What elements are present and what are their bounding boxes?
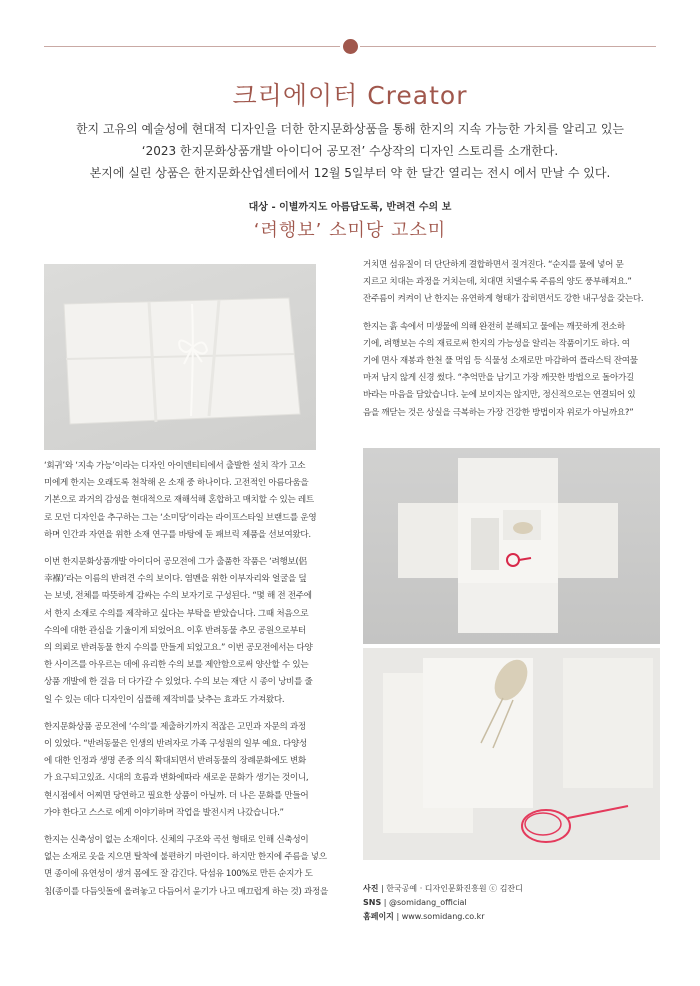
text-line: 한 사이즈를 아우르는 데에 유리한 수의 보를 제안함으로써 양산할 수 있는 (44, 660, 309, 671)
credit-value: | 한국공예 · 디자인문화진흥원 ⓒ 김잔디 (378, 884, 523, 893)
credit-label: 사진 (363, 884, 379, 893)
credit-sns (363, 896, 660, 910)
text-line: 한지는 신축성이 없는 소재이다. 신체의 구조와 곡선 형태로 인해 신축성이 (44, 835, 309, 846)
text-line: 마저 남지 않게 신경 썼다. “추억만을 남기고 가장 깨끗한 방법으로 돌아가길 (363, 373, 634, 384)
paragraph (44, 719, 316, 822)
header-rule-left (44, 46, 340, 47)
photo-unfolded-set (363, 448, 660, 644)
product-title: ‘려행보’ 소미당 고소미 (253, 220, 447, 241)
text-line: 기에, 려행보는 수의 재료로써 한지의 가능성을 알리는 작품이기도 하다. 여 (363, 338, 630, 349)
text-line: 가야 한다고 스스로 에게 이야기하며 작업을 발전시켜 나갔습니다.” (44, 807, 284, 818)
credit-value: | @somidang_official (381, 898, 467, 907)
text-line: 의 의뢰로 반려동물 한지 수의를 만들게 되었고요.” 이번 공모전에서는 다양 (44, 643, 313, 654)
credit-homepage (363, 910, 660, 924)
text-line: 현시점에서 어찌면 당연하고 필요한 상품이 아닐까. 더 나은 문화를 만들어 (44, 790, 309, 801)
text-line: 거치면 섬유질이 더 단단하게 결합하면서 질겨진다. “순지를 물에 넣어 문 (363, 260, 624, 270)
article-right-column (363, 257, 660, 432)
text-line: ‘회귀’와 ‘지속 가능’이라는 디자인 아이덴티티에서 출발한 설치 작가 고소 (44, 461, 306, 471)
credit-label: 홈페이지 (363, 912, 394, 921)
paragraph (44, 458, 316, 544)
intro-text (60, 118, 640, 184)
paragraph (44, 832, 329, 901)
credit-photo (363, 882, 660, 896)
paragraph (44, 554, 316, 709)
text-line: 에 대한 인정과 생명 존중 의식 확대되면서 반려동물의 장례문화에도 변화 (44, 756, 306, 767)
text-line: 미에게 한지는 오래도록 천착해 온 소재 중 하나이다. 고전적인 아름다움을 (44, 478, 309, 489)
text-line: 없는 소재로 옷을 지으면 탈착에 불편하기 마련이다. 하지만 한지에 주름을 넣으 (44, 852, 327, 863)
text-line: 한지문화상품 공모전에 ‘수의’를 제출하기까지 적잖은 고민과 자문의 과정 (44, 721, 306, 732)
credit-label: SNS (363, 898, 382, 907)
intro-line: 한지 고유의 예술성에 현대적 디자인을 더한 한지문화상품을 통해 한지의 지속 가능한 가치를 알리고 있는 (75, 122, 625, 136)
text-line: 침(종이를 다듬잇돌에 올려놓고 다듬어서 윤기가 나고 매끄럽게 하는 것) 과정을 (44, 886, 329, 897)
paragraph (363, 257, 660, 309)
header-dot (343, 39, 358, 54)
paragraph (363, 319, 660, 422)
text-line: 가 요구되고있죠. 시대의 흐름과 변화에따라 새로운 문화가 생기는 것이니, (44, 773, 309, 784)
credit-value[interactable]: | www.somidang.co.kr (393, 912, 485, 921)
text-line: 기에 면사 재봉과 한천 풀 먹임 등 식물성 소재로만 마감하여 플라스틱 잔여물 (363, 356, 638, 367)
intro-line: 본지에 실린 상품은 한지문화산업센터에서 12월 5일부터 약 한 달간 열리는 전시 에서 만날 수 있다. (89, 166, 611, 180)
page-title: 크리에이터 Creator (232, 81, 468, 110)
text-line: 일 수 있는 데다 디자인이 심플해 제작비를 낮추는 효과도 가져왔다. (44, 694, 285, 705)
text-line: 幸褓)’라는 이름의 반려견 수의 보이다. 염멘을 위한 이부자리와 얼굴을 덮 (44, 574, 307, 585)
text-line: 상품 개발에 한 걸음 더 다가갈 수 있었다. 수의 보는 재단 시 종이 낭비를 줄 (44, 677, 313, 688)
text-line: 한지는 흙 속에서 미생물에 의해 완전히 분해되고 물에는 깨끗하게 전소하 (363, 321, 625, 332)
text-line: 바라는 마음을 담았습니다. 눈에 보이지는 않지만, 정신적으로는 연결되어 있 (363, 390, 636, 401)
text-line: 지르고 치대는 과정을 거치는데, 치대면 치댈수록 주름의 양도 풍부해져요.” (363, 277, 632, 288)
text-line: 서 한지 소재로 수의를 제작하고 싶다는 부탁을 받았습니다. 그때 처음으로 (44, 608, 309, 619)
text-line: 기본으로 과거의 감성을 현대적으로 재해석해 혼합하고 매치할 수 있는 레트 (44, 495, 314, 506)
intro-line: ‘2023 한지문화상품개발 아이디어 공모전’ 수상작의 디자인 스토리를 소개한다. (141, 144, 559, 158)
text-line: 이 있었다. “반려동물은 인생의 반려자로 가족 구성원의 일부 예요. 다양성 (44, 739, 307, 750)
text-line: 이번 한지문화상품개발 아이디어 공모전에 그가 출품한 작품은 ‘려행보(侶 (44, 557, 307, 568)
text-line: 음을 깨닫는 것은 상실을 극복하는 가장 건강한 방법이자 위로가 아닐까요?” (363, 407, 634, 418)
text-line: 수의에 대한 관심을 기울이게 되었어요. 이후 반려동물 추모 공원으로부터 (44, 625, 306, 636)
header-rule-right (360, 46, 656, 47)
article-left-column (44, 458, 329, 911)
text-line: 로 모던 디자인을 추구하는 그는 ‘소미당’이라는 라이프스타일 브랜드를 운영 (44, 512, 317, 523)
photo-closeup-set (363, 648, 660, 860)
text-line: 는 보넷, 전체를 따뜻하게 감싸는 수의 보자기로 구성된다. “몇 해 전 전주에 (44, 591, 312, 602)
photo-credits (363, 882, 660, 924)
award-subject: 대상 - 이별까지도 아름답도록, 반려견 수의 보 (248, 202, 452, 213)
photo-wrapped-bundle (44, 264, 316, 450)
text-line: 하며 인간과 자연을 위한 소재 연구를 바탕에 둔 패브릭 제품을 선보여왔다. (44, 529, 311, 540)
text-line: 잔주름이 켜켜이 난 한지는 유연하게 형태가 잡히면서도 강한 내구성을 갖는다. (363, 294, 644, 305)
text-line: 면 종이에 유연성이 생겨 몸에도 잘 감긴다. 닥섬유 100%로 만든 순지가 도 (44, 869, 313, 880)
